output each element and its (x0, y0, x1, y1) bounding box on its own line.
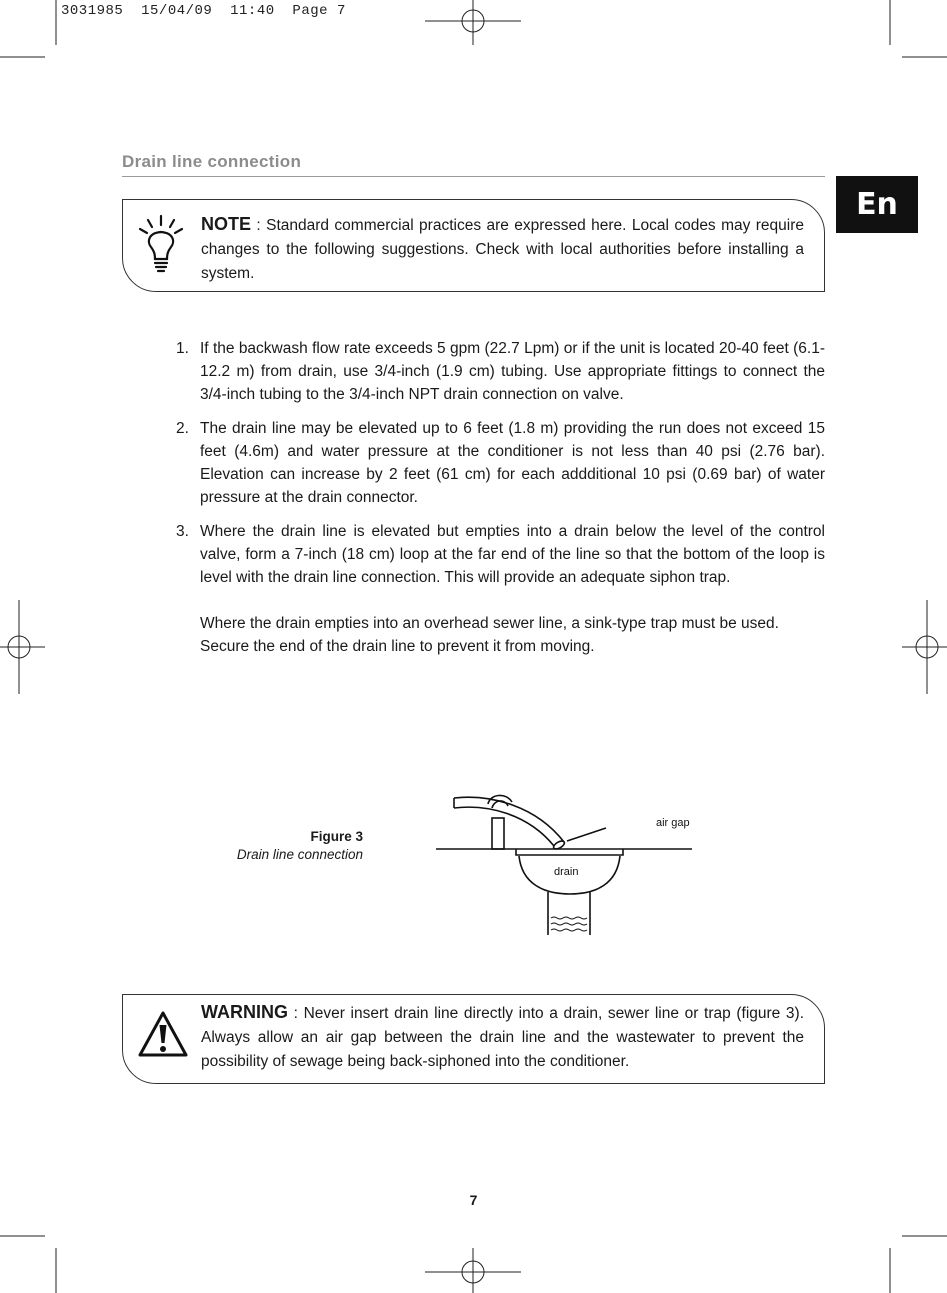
step-text: Secure the end of the drain line to prevent it from moving. (200, 638, 595, 655)
step-number: 3. (176, 523, 189, 540)
step-text: Where the drain empties into an overhead sewer line, a sink-type trap must be used. (200, 615, 779, 632)
note-body: : Standard commercial practices are expressed here. Local codes may require changes to the following suggestions. Check with local authorities before installing a system. (201, 217, 804, 282)
section-divider (122, 176, 825, 177)
list-item (176, 520, 825, 658)
figure-description: Drain line connection (236, 847, 363, 862)
note-label: NOTE (201, 214, 252, 234)
list-item (176, 417, 825, 509)
warning-body: : Never insert drain line directly into a drain, sewer line or trap (figure 3). Always allow an air gap between the drain line and the wastewater to prevent the possibility of sewage being back-siphoned into the conditioner. (201, 1005, 805, 1070)
step-number: 2. (176, 420, 189, 437)
step-text: Where the drain line is elevated but empties into a drain below the level of the control valve, form a 7-inch (18 cm) loop at the far end of the line so that the bottom of the loop is level with the drain line connection. This will provide an adequate siphon trap. (200, 523, 825, 586)
air-gap-label: air gap (656, 817, 690, 829)
note-text (201, 212, 804, 286)
page-number: 7 (469, 1192, 478, 1208)
warning-triangle-icon (137, 1009, 189, 1066)
lightbulb-icon (137, 214, 185, 281)
drain-label: drain (554, 866, 579, 878)
figure-number: Figure 3 (310, 829, 363, 844)
section-title: Drain line connection (122, 152, 302, 171)
warning-text (201, 1000, 804, 1074)
note-callout (122, 199, 825, 292)
step-number: 1. (176, 340, 189, 357)
list-item (176, 337, 825, 406)
step-text: If the backwash flow rate exceeds 5 gpm (22.7 Lpm) or if the unit is located 20-40 feet (6.1-12.2 m) from drain, use 3/4-inch (1.9 cm) tubing. Use appropriate fittings to connect the 3/4-inch tubing to the 3/4-inch NPT drain connection on valve. (200, 340, 825, 403)
language-tab: En (836, 176, 918, 233)
drain-illustration (436, 786, 718, 942)
step-text: The drain line may be elevated up to 6 feet (1.8 m) providing the run does not exceed 15 feet (4.6m) and water pressure at the conditioner is not less than 40 psi (2.76 bar). Elevation can increase by 2 feet (61 cm) for each addditional 10 psi (0.69 bar) of water pressure at the drain connector. (200, 420, 825, 506)
figure-caption (200, 829, 363, 862)
warning-label: WARNING (201, 1002, 288, 1022)
steps-list (176, 337, 825, 669)
warning-callout (122, 994, 825, 1084)
print-slug: 3031985 15/04/09 11:40 Page 7 (61, 3, 346, 19)
